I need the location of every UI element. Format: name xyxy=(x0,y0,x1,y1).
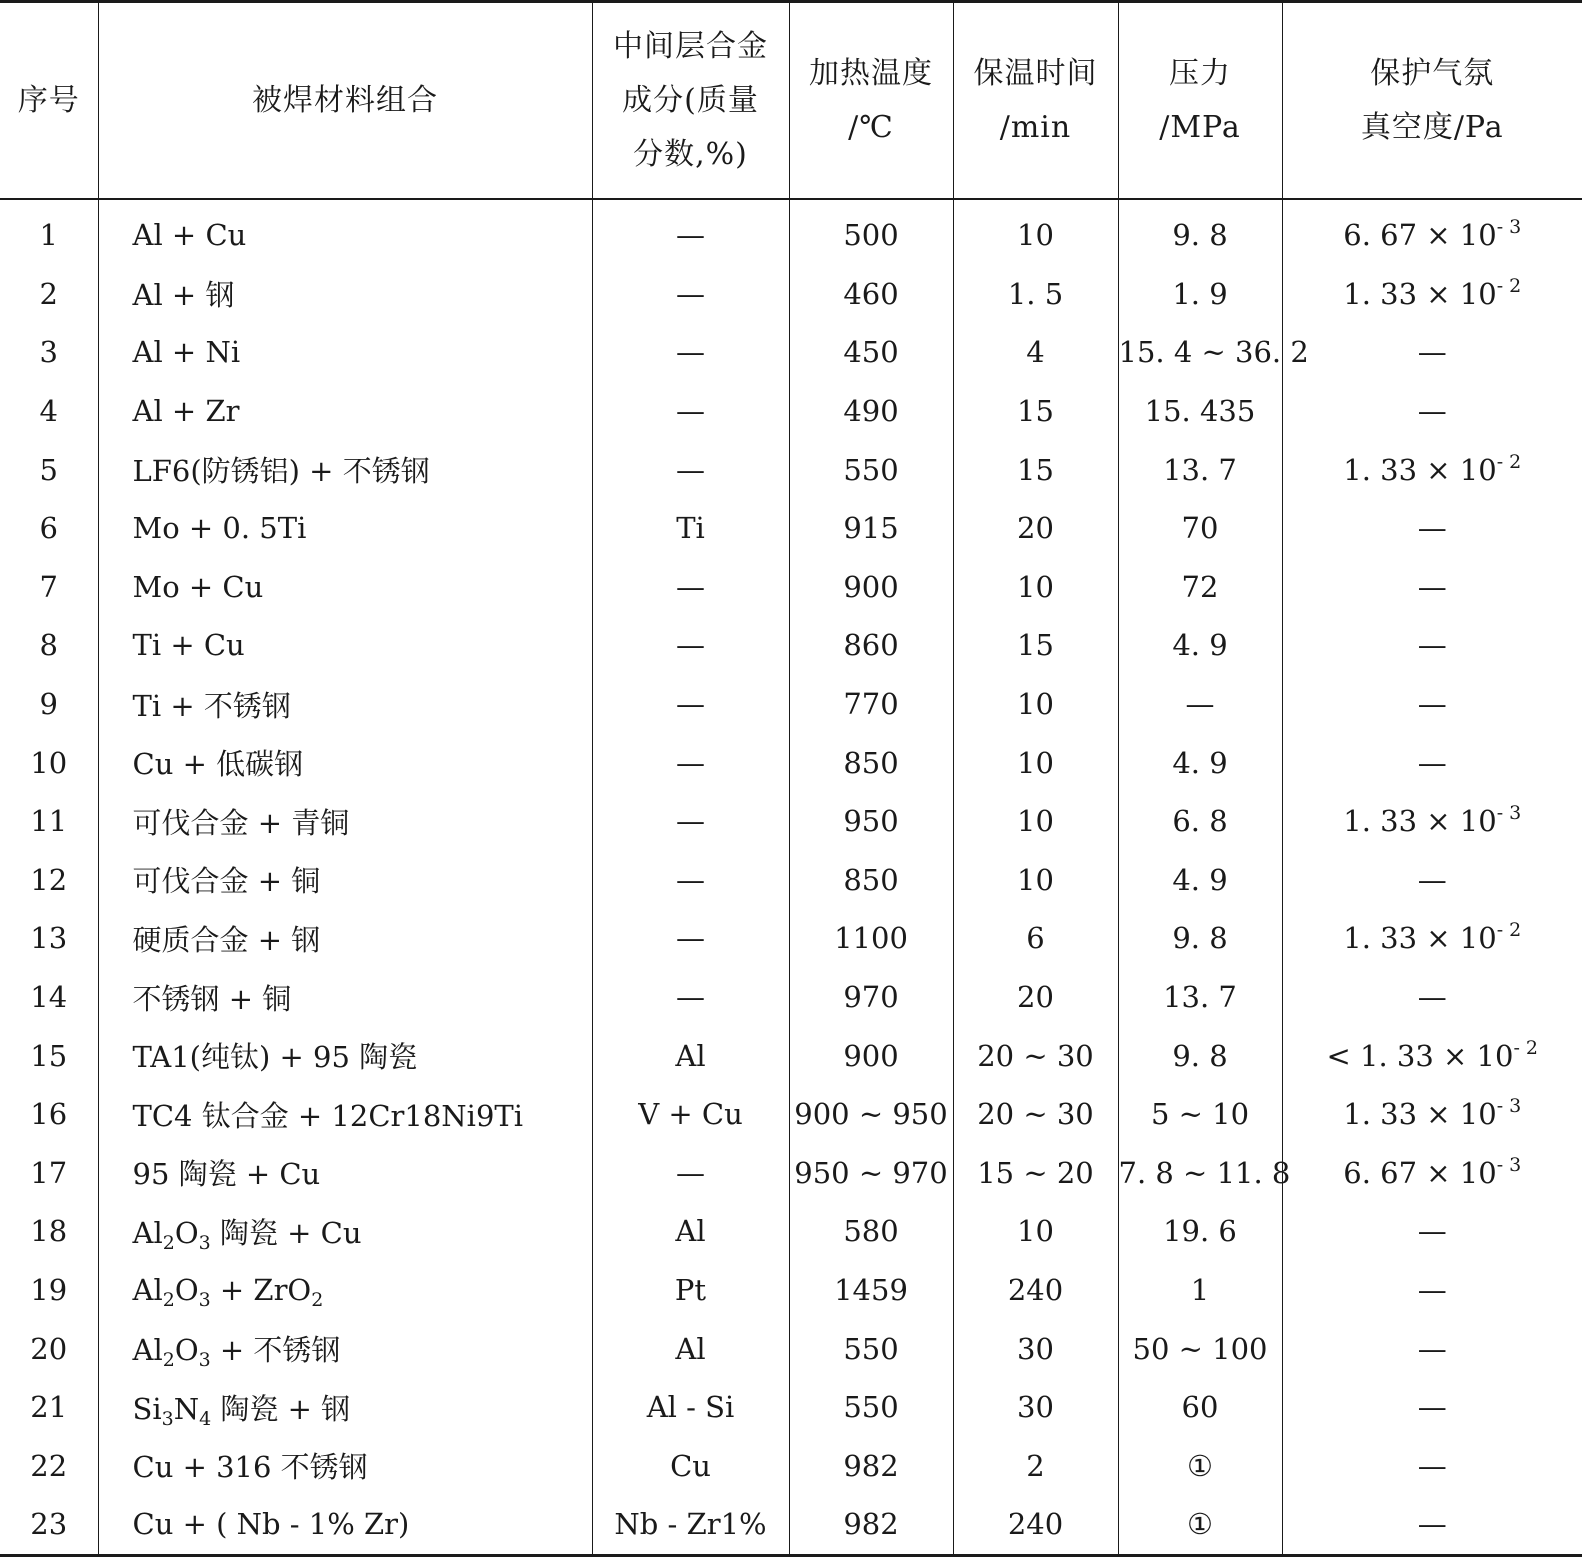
table-row xyxy=(0,323,1582,382)
cell-holding-time: 15 ~ 20 xyxy=(953,1144,1118,1203)
table-row xyxy=(0,1085,1582,1144)
cell-interlayer: — xyxy=(592,909,789,968)
material-text: O xyxy=(174,1333,199,1368)
cell-holding-time: 30 xyxy=(953,1319,1118,1378)
cell-temperature: 900 xyxy=(789,1026,953,1085)
cell-vacuum xyxy=(1282,1319,1582,1378)
cell-interlayer: Al xyxy=(592,1026,789,1085)
cell-holding-time: 2 xyxy=(953,1436,1118,1495)
cell-interlayer: — xyxy=(592,733,789,792)
cell-no: 14 xyxy=(30,980,68,1015)
cell-materials xyxy=(98,792,592,851)
vacuum-value: — xyxy=(1417,862,1447,897)
table-row xyxy=(0,382,1582,441)
material-text: Al + Ni xyxy=(132,335,241,370)
cell-materials xyxy=(98,1378,592,1437)
header-temperature xyxy=(789,2,953,200)
material-text: 95 陶瓷 + Cu xyxy=(132,1157,321,1192)
cell-pressure: 9. 8 xyxy=(1118,199,1282,265)
formula-subscript: 3 xyxy=(161,1407,174,1430)
cell-interlayer: Al xyxy=(592,1319,789,1378)
formula-subscript: 2 xyxy=(162,1231,175,1254)
cell-holding-time: 10 xyxy=(953,675,1118,734)
cell-no: 8 xyxy=(39,628,58,663)
cell-temperature: 950 xyxy=(789,792,953,851)
cell-no: 22 xyxy=(30,1448,68,1483)
table-row xyxy=(0,499,1582,558)
cell-no: 1 xyxy=(39,218,58,253)
table-row xyxy=(0,792,1582,851)
formula-subscript: 2 xyxy=(311,1288,324,1311)
header-no-label: 序号 xyxy=(17,82,80,118)
cell-materials xyxy=(98,1202,592,1261)
vacuum-exponent: - 3 xyxy=(1496,1153,1522,1176)
material-text: 陶瓷 + Cu xyxy=(210,1215,362,1250)
cell-no: 5 xyxy=(39,452,58,487)
vacuum-value: — xyxy=(1417,745,1447,780)
cell-temperature: 490 xyxy=(789,382,953,441)
table-row xyxy=(0,675,1582,734)
cell-temperature: 500 xyxy=(789,199,953,265)
material-text: 不锈钢 + 铜 xyxy=(132,981,292,1016)
cell-materials xyxy=(98,558,592,617)
cell-interlayer: Pt xyxy=(592,1261,789,1320)
cell-materials xyxy=(98,1495,592,1555)
vacuum-value: — xyxy=(1417,687,1447,722)
cell-pressure: — xyxy=(1118,675,1282,734)
cell-materials xyxy=(98,909,592,968)
cell-vacuum xyxy=(1282,1085,1582,1144)
cell-vacuum xyxy=(1282,851,1582,910)
vacuum-value: — xyxy=(1417,1214,1447,1249)
table-row xyxy=(0,968,1582,1027)
material-text: 硬质合金 + 钢 xyxy=(132,922,321,957)
cell-interlayer: — xyxy=(592,440,789,499)
material-text: Al xyxy=(132,1272,163,1307)
table-row xyxy=(0,733,1582,792)
cell-vacuum xyxy=(1282,1495,1582,1555)
cell-no: 17 xyxy=(30,1155,68,1190)
vacuum-exponent: - 2 xyxy=(1513,1036,1538,1059)
cell-holding-time: 1. 5 xyxy=(953,265,1118,324)
header-temp-line1: 加热温度 xyxy=(809,55,933,91)
cell-interlayer: — xyxy=(592,323,789,382)
vacuum-value: 6. 67 × 10 xyxy=(1343,218,1497,253)
cell-temperature: 850 xyxy=(789,733,953,792)
cell-pressure: 4. 9 xyxy=(1118,851,1282,910)
header-time-line2: /min xyxy=(999,109,1072,145)
vacuum-value: — xyxy=(1417,1507,1447,1542)
cell-no: 19 xyxy=(30,1272,68,1307)
cell-pressure: ① xyxy=(1118,1436,1282,1495)
header-time-line1: 保温时间 xyxy=(973,55,1098,91)
cell-pressure: 9. 8 xyxy=(1118,1026,1282,1085)
cell-interlayer: Al xyxy=(592,1202,789,1261)
cell-materials xyxy=(98,1261,592,1320)
cell-materials xyxy=(98,968,592,1027)
cell-interlayer: Cu xyxy=(592,1436,789,1495)
material-text: 陶瓷 + 钢 xyxy=(211,1391,351,1426)
cell-materials xyxy=(98,1436,592,1495)
vacuum-value: — xyxy=(1417,980,1447,1015)
cell-holding-time: 10 xyxy=(953,1202,1118,1261)
vacuum-value: — xyxy=(1417,628,1447,663)
cell-materials xyxy=(98,1026,592,1085)
cell-temperature: 900 xyxy=(789,558,953,617)
cell-interlayer: — xyxy=(592,792,789,851)
vacuum-value: < 1. 33 × 10 xyxy=(1326,1038,1514,1073)
cell-pressure: 13. 7 xyxy=(1118,440,1282,499)
cell-no: 10 xyxy=(30,745,68,780)
material-text: O xyxy=(174,1272,199,1307)
cell-holding-time: 6 xyxy=(953,909,1118,968)
table-row xyxy=(0,616,1582,675)
cell-pressure: 15. 435 xyxy=(1118,382,1282,441)
cell-temperature: 982 xyxy=(789,1495,953,1555)
cell-materials xyxy=(98,733,592,792)
material-text: Cu + 316 不锈钢 xyxy=(132,1450,368,1485)
cell-vacuum xyxy=(1282,1261,1582,1320)
cell-holding-time: 15 xyxy=(953,382,1118,441)
cell-no: 16 xyxy=(30,1097,68,1132)
cell-pressure: 70 xyxy=(1118,499,1282,558)
cell-temperature: 915 xyxy=(789,499,953,558)
header-materials-label: 被焊材料组合 xyxy=(252,82,438,118)
header-materials xyxy=(98,2,592,200)
cell-vacuum xyxy=(1282,265,1582,324)
cell-materials xyxy=(98,1319,592,1378)
cell-pressure: 9. 8 xyxy=(1118,909,1282,968)
cell-temperature: 982 xyxy=(789,1436,953,1495)
cell-pressure: 1. 9 xyxy=(1118,265,1282,324)
cell-materials xyxy=(98,851,592,910)
cell-materials xyxy=(98,265,592,324)
cell-interlayer: — xyxy=(592,616,789,675)
formula-subscript: 3 xyxy=(198,1349,211,1372)
cell-interlayer: — xyxy=(592,1144,789,1203)
cell-interlayer: — xyxy=(592,558,789,617)
cell-pressure: 5 ~ 10 xyxy=(1118,1085,1282,1144)
cell-pressure: ① xyxy=(1118,1495,1282,1555)
cell-holding-time: 10 xyxy=(953,851,1118,910)
vacuum-value: — xyxy=(1417,1448,1447,1483)
cell-interlayer: Al - Si xyxy=(592,1378,789,1437)
header-no xyxy=(0,2,98,200)
vacuum-value: — xyxy=(1417,1272,1447,1307)
cell-pressure: 13. 7 xyxy=(1118,968,1282,1027)
cell-interlayer: — xyxy=(592,382,789,441)
material-text: TC4 钛合金 + 12Cr18Ni9Ti xyxy=(132,1098,524,1133)
vacuum-value: 1. 33 × 10 xyxy=(1343,452,1497,487)
table-row xyxy=(0,1144,1582,1203)
cell-vacuum xyxy=(1282,382,1582,441)
table-row xyxy=(0,1378,1582,1437)
material-text: O xyxy=(174,1215,199,1250)
material-text: Mo + Cu xyxy=(132,569,264,604)
cell-holding-time: 30 xyxy=(953,1378,1118,1437)
header-atmos-line1: 保护气氛 xyxy=(1370,55,1495,91)
cell-holding-time: 20 ~ 30 xyxy=(953,1026,1118,1085)
material-text: Al xyxy=(132,1215,163,1250)
cell-holding-time: 10 xyxy=(953,733,1118,792)
formula-subscript: 2 xyxy=(162,1288,175,1311)
cell-no: 15 xyxy=(30,1038,68,1073)
material-text: Al + Zr xyxy=(132,394,240,429)
cell-pressure: 7. 8 ~ 11. 8 xyxy=(1118,1144,1282,1203)
material-text: Si xyxy=(132,1391,162,1426)
cell-vacuum xyxy=(1282,199,1582,265)
cell-pressure: 4. 9 xyxy=(1118,616,1282,675)
table-row xyxy=(0,558,1582,617)
cell-vacuum xyxy=(1282,1026,1582,1085)
vacuum-value: 1. 33 × 10 xyxy=(1343,921,1497,956)
header-atmos-line2: 真空度/Pa xyxy=(1360,109,1504,145)
material-text: Cu + 低碳钢 xyxy=(132,747,304,782)
table-row xyxy=(0,1495,1582,1555)
table-body xyxy=(0,199,1582,1555)
cell-vacuum xyxy=(1282,792,1582,851)
cell-temperature: 550 xyxy=(789,440,953,499)
header-interlayer-line3: 分数,%) xyxy=(633,136,748,172)
material-text: + ZrO xyxy=(210,1272,312,1307)
cell-no: 12 xyxy=(30,862,68,897)
cell-temperature: 850 xyxy=(789,851,953,910)
table-row xyxy=(0,199,1582,265)
table-row xyxy=(0,1026,1582,1085)
cell-vacuum xyxy=(1282,733,1582,792)
header-interlayer xyxy=(592,2,789,200)
cell-materials xyxy=(98,323,592,382)
cell-temperature: 900 ~ 950 xyxy=(789,1085,953,1144)
cell-temperature: 460 xyxy=(789,265,953,324)
material-text: Cu + ( Nb - 1% Zr) xyxy=(132,1507,410,1542)
cell-pressure: 72 xyxy=(1118,558,1282,617)
table-row xyxy=(0,851,1582,910)
table-row xyxy=(0,1261,1582,1320)
cell-temperature: 450 xyxy=(789,323,953,382)
cell-no: 2 xyxy=(39,276,58,311)
vacuum-value: — xyxy=(1417,569,1447,604)
formula-subscript: 3 xyxy=(198,1231,211,1254)
cell-vacuum xyxy=(1282,499,1582,558)
vacuum-value: — xyxy=(1417,335,1447,370)
cell-no: 4 xyxy=(39,394,58,429)
table-row xyxy=(0,1202,1582,1261)
material-text: + 不锈钢 xyxy=(210,1333,341,1368)
cell-pressure: 6. 8 xyxy=(1118,792,1282,851)
header-atmosphere xyxy=(1282,2,1582,200)
cell-interlayer: — xyxy=(592,968,789,1027)
table-row xyxy=(0,265,1582,324)
cell-materials xyxy=(98,199,592,265)
header-temp-line2: /℃ xyxy=(848,109,894,145)
vacuum-value: 1. 33 × 10 xyxy=(1343,804,1497,839)
cell-no: 6 xyxy=(39,511,58,546)
material-text: N xyxy=(173,1391,200,1426)
material-text: 可伐合金 + 青铜 xyxy=(132,805,350,840)
cell-interlayer: — xyxy=(592,851,789,910)
vacuum-exponent: - 2 xyxy=(1496,274,1522,297)
cell-pressure: 15. 4 ~ 36. 2 xyxy=(1118,323,1282,382)
cell-no: 21 xyxy=(30,1390,68,1425)
vacuum-value: 1. 33 × 10 xyxy=(1343,1097,1497,1132)
cell-materials xyxy=(98,382,592,441)
vacuum-value: 1. 33 × 10 xyxy=(1343,276,1497,311)
cell-pressure: 60 xyxy=(1118,1378,1282,1437)
cell-interlayer: V + Cu xyxy=(592,1085,789,1144)
material-text: Ti + Cu xyxy=(132,628,245,663)
cell-vacuum xyxy=(1282,323,1582,382)
cell-vacuum xyxy=(1282,1378,1582,1437)
table-row xyxy=(0,909,1582,968)
vacuum-value: 6. 67 × 10 xyxy=(1343,1155,1497,1190)
cell-no: 11 xyxy=(30,804,68,839)
cell-no: 13 xyxy=(30,921,68,956)
cell-materials xyxy=(98,616,592,675)
vacuum-exponent: - 3 xyxy=(1496,216,1522,239)
vacuum-exponent: - 3 xyxy=(1496,802,1522,825)
table-row xyxy=(0,1436,1582,1495)
formula-subscript: 4 xyxy=(199,1407,212,1430)
header-row xyxy=(0,2,1582,200)
cell-no: 18 xyxy=(30,1214,68,1249)
cell-vacuum xyxy=(1282,968,1582,1027)
cell-materials xyxy=(98,1144,592,1203)
cell-interlayer: Ti xyxy=(592,499,789,558)
material-text: Al xyxy=(132,1333,163,1368)
header-holding-time xyxy=(953,2,1118,200)
header-interlayer-line1: 中间层合金 xyxy=(613,28,768,64)
cell-temperature: 970 xyxy=(789,968,953,1027)
cell-interlayer: — xyxy=(592,675,789,734)
material-text: 可伐合金 + 铜 xyxy=(132,864,321,899)
cell-holding-time: 10 xyxy=(953,199,1118,265)
cell-vacuum xyxy=(1282,558,1582,617)
cell-materials xyxy=(98,440,592,499)
material-text: Ti + 不锈钢 xyxy=(132,688,291,723)
material-text: TA1(纯钛) + 95 陶瓷 xyxy=(132,1040,418,1075)
cell-interlayer: Nb - Zr1% xyxy=(592,1495,789,1555)
cell-vacuum xyxy=(1282,440,1582,499)
vacuum-exponent: - 2 xyxy=(1496,450,1522,473)
header-interlayer-line2: 成分(质量 xyxy=(622,82,759,118)
cell-vacuum xyxy=(1282,1436,1582,1495)
cell-holding-time: 15 xyxy=(953,616,1118,675)
cell-holding-time: 10 xyxy=(953,558,1118,617)
cell-temperature: 950 ~ 970 xyxy=(789,1144,953,1203)
vacuum-value: — xyxy=(1417,1390,1447,1425)
cell-temperature: 1459 xyxy=(789,1261,953,1320)
cell-interlayer: — xyxy=(592,199,789,265)
material-text: Al + 钢 xyxy=(132,278,235,313)
material-text: Al + Cu xyxy=(132,218,247,253)
cell-holding-time: 10 xyxy=(953,792,1118,851)
cell-pressure: 4. 9 xyxy=(1118,733,1282,792)
cell-vacuum xyxy=(1282,616,1582,675)
cell-vacuum xyxy=(1282,1202,1582,1261)
formula-subscript: 3 xyxy=(198,1288,211,1311)
cell-holding-time: 20 xyxy=(953,968,1118,1027)
vacuum-value: — xyxy=(1417,511,1447,546)
cell-vacuum xyxy=(1282,675,1582,734)
vacuum-value: — xyxy=(1417,394,1447,429)
cell-no: 20 xyxy=(30,1331,68,1366)
table-row xyxy=(0,440,1582,499)
cell-holding-time: 20 xyxy=(953,499,1118,558)
material-text: Mo + 0. 5Ti xyxy=(132,511,307,546)
cell-materials xyxy=(98,1085,592,1144)
vacuum-value: — xyxy=(1417,1331,1447,1366)
cell-no: 7 xyxy=(39,569,58,604)
cell-holding-time: 15 xyxy=(953,440,1118,499)
cell-holding-time: 20 ~ 30 xyxy=(953,1085,1118,1144)
header-pressure-line1: 压力 xyxy=(1169,55,1231,91)
cell-temperature: 1100 xyxy=(789,909,953,968)
cell-temperature: 550 xyxy=(789,1378,953,1437)
cell-holding-time: 240 xyxy=(953,1495,1118,1555)
header-pressure-line2: /MPa xyxy=(1159,109,1241,145)
cell-temperature: 860 xyxy=(789,616,953,675)
cell-vacuum xyxy=(1282,1144,1582,1203)
cell-no: 3 xyxy=(39,335,58,370)
cell-no: 23 xyxy=(30,1507,68,1542)
cell-temperature: 550 xyxy=(789,1319,953,1378)
vacuum-exponent: - 3 xyxy=(1496,1095,1522,1118)
cell-temperature: 770 xyxy=(789,675,953,734)
cell-temperature: 580 xyxy=(789,1202,953,1261)
cell-materials xyxy=(98,675,592,734)
header-pressure xyxy=(1118,2,1282,200)
cell-holding-time: 4 xyxy=(953,323,1118,382)
cell-pressure: 19. 6 xyxy=(1118,1202,1282,1261)
cell-interlayer: — xyxy=(592,265,789,324)
material-text: LF6(防锈铝) + 不锈钢 xyxy=(132,454,430,489)
cell-pressure: 1 xyxy=(1118,1261,1282,1320)
table-row xyxy=(0,1319,1582,1378)
cell-no: 9 xyxy=(39,687,58,722)
vacuum-exponent: - 2 xyxy=(1496,919,1522,942)
cell-vacuum xyxy=(1282,909,1582,968)
cell-holding-time: 240 xyxy=(953,1261,1118,1320)
formula-subscript: 2 xyxy=(162,1349,175,1372)
cell-pressure: 50 ~ 100 xyxy=(1118,1319,1282,1378)
cell-materials xyxy=(98,499,592,558)
